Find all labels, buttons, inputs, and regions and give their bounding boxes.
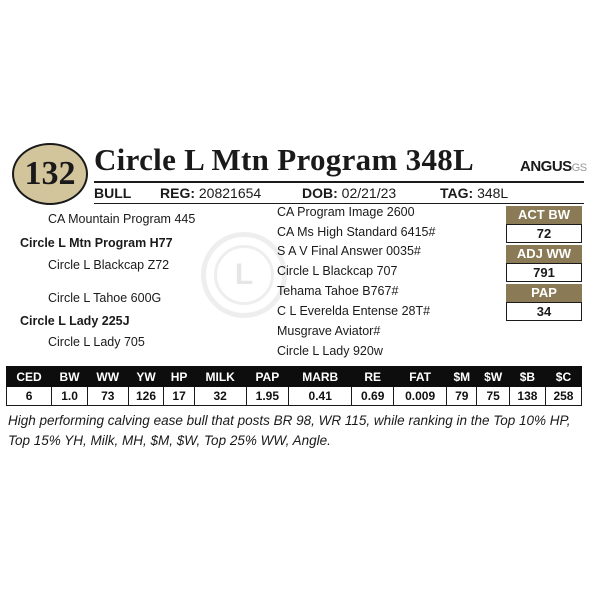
epd-value-row — [7, 387, 582, 406]
lot-number: 132 — [24, 155, 76, 192]
epd-header: $C — [545, 367, 581, 387]
pedigree-ext-2: CA Ms High Standard 6415# — [277, 225, 436, 239]
lot-number-badge — [12, 143, 88, 205]
pedigree-dam-dam: Circle L Lady 705 — [48, 335, 145, 349]
epd-value: 1.0 — [52, 387, 88, 406]
title-divider — [94, 181, 584, 183]
epd-header: BW — [52, 367, 88, 387]
stat-actual-bw — [506, 206, 582, 243]
epd-header: FAT — [394, 367, 447, 387]
tag: TAG: 348L — [440, 185, 509, 201]
stat-pap — [506, 284, 582, 321]
epd-value: 17 — [164, 387, 194, 406]
epd-value: 0.69 — [352, 387, 394, 406]
epd-value: 6 — [7, 387, 52, 406]
pedigree-ext-6: C L Everelda Entense 28T# — [277, 304, 431, 318]
lot-description: High performing calving ease bull that posts BR 98, WR 115, while ranking in the Top 10% HP, Top 15% YH, Milk, MH, $M, $W, Top 25% WW, Angle. — [8, 413, 571, 448]
epd-value: 0.009 — [394, 387, 447, 406]
registration: REG: 20821654 — [160, 185, 262, 201]
sex: BULL — [94, 185, 132, 201]
epd-header: RE — [352, 367, 394, 387]
pedigree-ext-7: Musgrave Aviator# — [277, 324, 381, 338]
stat-adjusted-ww — [506, 245, 582, 282]
pedigree-sire-sire: CA Mountain Program 445 — [48, 212, 196, 226]
pedigree-ext-3: S A V Final Answer 0035# — [277, 244, 421, 258]
stat-value: 791 — [506, 263, 582, 282]
epd-value: 1.95 — [246, 387, 288, 406]
info-row — [94, 185, 584, 203]
pedigree-sire: Circle L Mtn Program H77 — [20, 236, 173, 250]
epd-header: MILK — [194, 367, 246, 387]
pedigree-sire-dam: Circle L Blackcap Z72 — [48, 258, 170, 272]
date-of-birth: DOB: 02/21/23 — [302, 185, 397, 201]
pedigree-ext-8: Circle L Lady 920w — [277, 344, 383, 358]
epd-value: 73 — [88, 387, 128, 406]
pedigree-ext-5: Tehama Tahoe B767# — [277, 284, 399, 298]
epd-header: $W — [477, 367, 510, 387]
breed-logo-suffix: GS — [571, 162, 587, 174]
epd-header: $B — [509, 367, 545, 387]
stat-label: ADJ WW — [506, 245, 582, 263]
info-divider — [94, 203, 584, 204]
stat-value: 34 — [506, 302, 582, 321]
epd-table — [6, 366, 582, 406]
epd-value: 258 — [545, 387, 581, 406]
epd-header-row — [7, 367, 582, 387]
pedigree-ext-4: Circle L Blackcap 707 — [277, 264, 398, 278]
epd-header: WW — [88, 367, 128, 387]
pedigree-dam: Circle L Lady 225J — [20, 314, 130, 328]
stat-label: ACT BW — [506, 206, 582, 224]
epd-value: 32 — [194, 387, 246, 406]
epd-value: 126 — [128, 387, 164, 406]
epd-header: YW — [128, 367, 164, 387]
breed-logo-main: ANGUS — [520, 158, 572, 175]
stat-value: 72 — [506, 224, 582, 243]
epd-header: PAP — [246, 367, 288, 387]
animal-name: Circle L Mtn Program 348L — [94, 142, 475, 177]
pedigree-dam-sire: Circle L Tahoe 600G — [48, 291, 162, 305]
epd-header: $M — [447, 367, 477, 387]
circle-l-watermark-icon: L — [201, 232, 287, 318]
epd-header: CED — [7, 367, 52, 387]
stat-label: PAP — [506, 284, 582, 302]
pedigree-ext-1: CA Program Image 2600 — [277, 205, 415, 219]
epd-header: HP — [164, 367, 194, 387]
epd-value: 138 — [509, 387, 545, 406]
epd-value: 0.41 — [289, 387, 352, 406]
epd-value: 79 — [447, 387, 477, 406]
epd-value: 75 — [477, 387, 510, 406]
epd-header: MARB — [289, 367, 352, 387]
breed-logo — [520, 158, 587, 175]
